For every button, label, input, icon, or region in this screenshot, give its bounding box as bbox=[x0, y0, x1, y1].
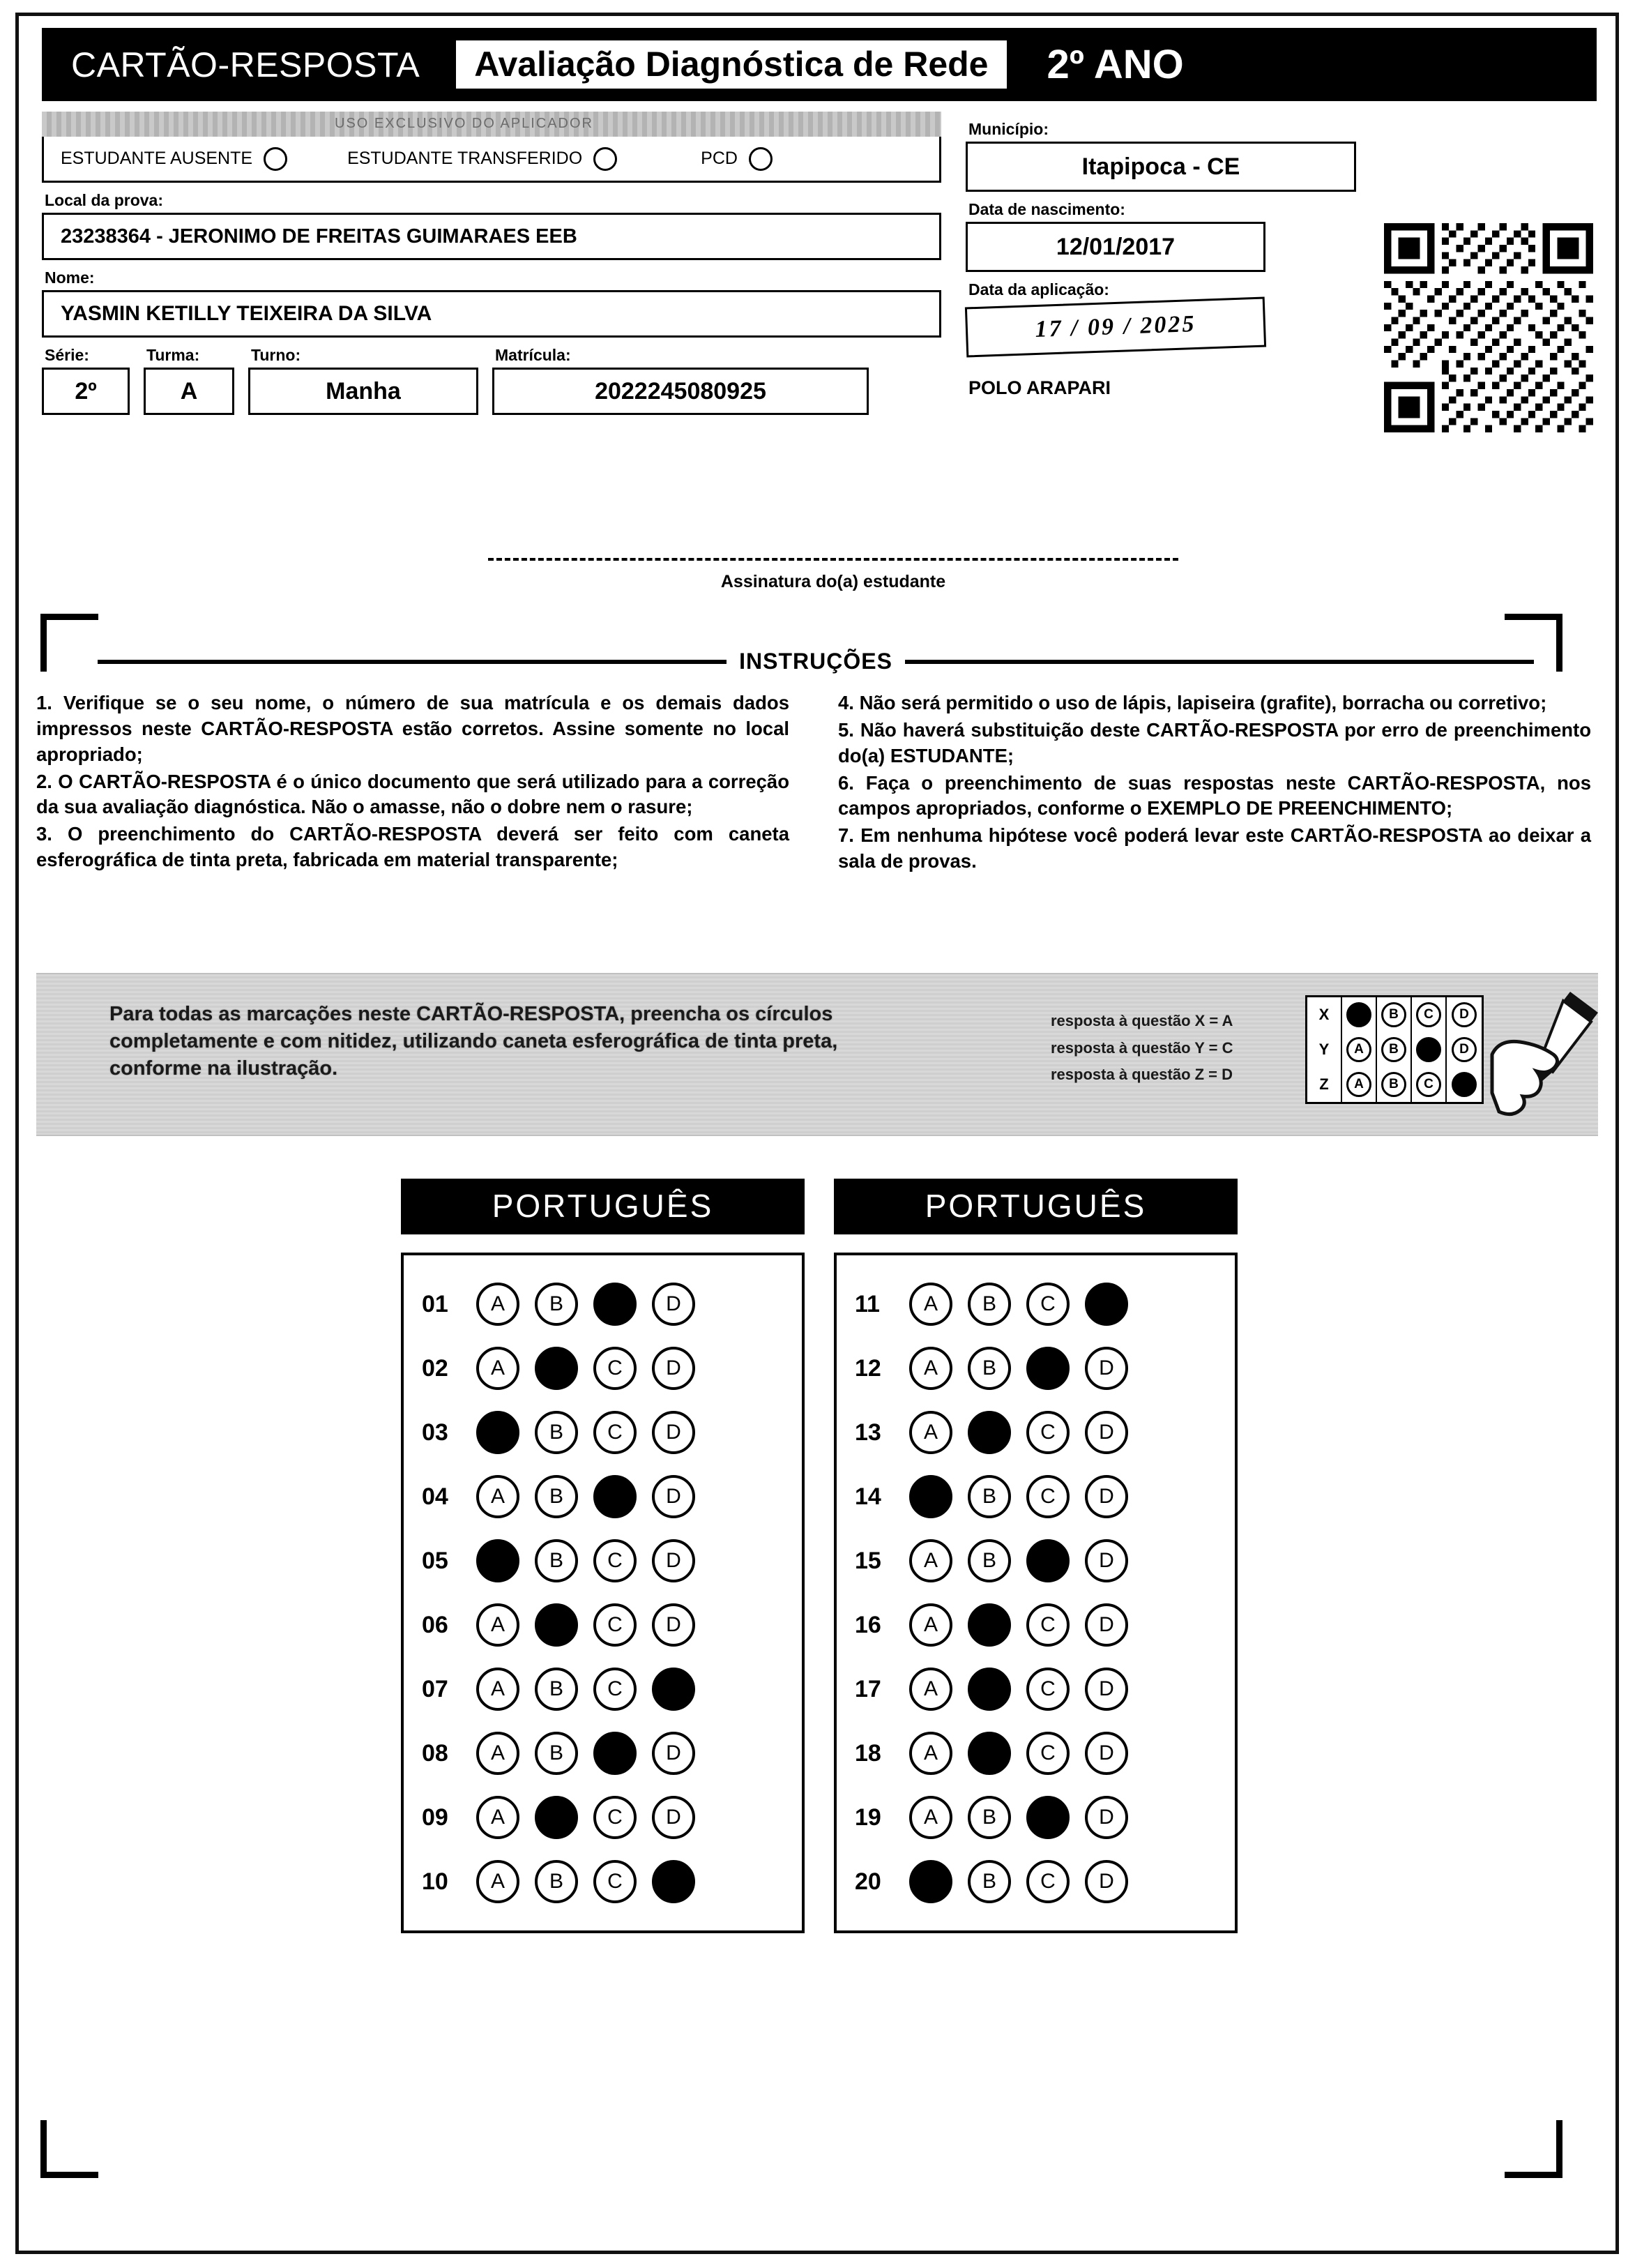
bubble-grid-1 bbox=[401, 1253, 805, 1933]
serie-field: 2º bbox=[42, 368, 130, 415]
matricula-group bbox=[492, 338, 869, 415]
option-c[interactable]: C bbox=[1026, 1347, 1070, 1390]
example-bubble-b: B bbox=[1381, 1002, 1406, 1027]
question-number: 04 bbox=[422, 1483, 448, 1510]
header-bar bbox=[42, 28, 1597, 101]
birthdate-field: 12/01/2017 bbox=[966, 222, 1265, 272]
question-number: 09 bbox=[422, 1804, 448, 1831]
example-option bbox=[1412, 1032, 1447, 1067]
question-row bbox=[418, 1529, 788, 1593]
question-row bbox=[851, 1850, 1221, 1914]
instructions-body bbox=[36, 690, 1605, 876]
subject-title-2: PORTUGUÊS bbox=[834, 1179, 1238, 1234]
question-number: 12 bbox=[855, 1354, 881, 1382]
question-row bbox=[418, 1721, 788, 1785]
option-a[interactable]: A bbox=[476, 1475, 519, 1518]
question-row bbox=[851, 1721, 1221, 1785]
turma-label: Turma: bbox=[146, 346, 200, 364]
status-pcd-bubble[interactable] bbox=[749, 147, 773, 171]
example-bubble-a: A bbox=[1346, 1002, 1371, 1027]
example-row bbox=[1307, 997, 1482, 1032]
option-a[interactable]: A bbox=[476, 1732, 519, 1775]
signature-label: Assinatura do(a) estudante bbox=[720, 572, 946, 591]
option-a[interactable]: A bbox=[909, 1475, 952, 1518]
option-b[interactable]: B bbox=[968, 1475, 1011, 1518]
question-row bbox=[418, 1465, 788, 1529]
option-c[interactable]: C bbox=[1026, 1668, 1070, 1711]
option-d[interactable]: D bbox=[652, 1796, 695, 1839]
status-pcd[interactable] bbox=[701, 147, 773, 171]
example-bubble-d: D bbox=[1452, 1072, 1477, 1097]
instructions-header bbox=[98, 649, 1534, 674]
question-row bbox=[418, 1657, 788, 1721]
question-number: 03 bbox=[422, 1419, 448, 1446]
option-b[interactable]: B bbox=[968, 1539, 1011, 1582]
option-d[interactable]: D bbox=[652, 1603, 695, 1647]
option-d[interactable]: D bbox=[652, 1539, 695, 1582]
instruction-item: 7. Em nenhuma hipótese você poderá levar este CARTÃO-RESPOSTA ao deixar a sala de provas. bbox=[838, 824, 1591, 872]
question-number: 01 bbox=[422, 1290, 448, 1317]
turno-group bbox=[248, 338, 478, 415]
status-transferred[interactable] bbox=[347, 147, 617, 171]
question-number: 15 bbox=[855, 1547, 881, 1574]
instructions-column-left bbox=[36, 690, 789, 876]
example-option bbox=[1377, 1067, 1412, 1102]
example-option bbox=[1377, 1032, 1412, 1067]
polo-label: POLO ARAPARI bbox=[968, 377, 1111, 398]
option-a[interactable]: A bbox=[476, 1411, 519, 1454]
option-c[interactable]: C bbox=[593, 1860, 637, 1903]
option-b[interactable]: B bbox=[535, 1603, 578, 1647]
option-a[interactable]: A bbox=[909, 1732, 952, 1775]
option-b[interactable]: B bbox=[535, 1283, 578, 1326]
question-row bbox=[851, 1465, 1221, 1529]
option-b[interactable]: B bbox=[535, 1539, 578, 1582]
birthdate-label: Data de nascimento: bbox=[968, 200, 1125, 218]
question-number: 16 bbox=[855, 1611, 881, 1638]
option-b[interactable]: B bbox=[968, 1796, 1011, 1839]
option-d[interactable]: D bbox=[652, 1732, 695, 1775]
option-d[interactable]: D bbox=[652, 1475, 695, 1518]
applicator-use-label: USO EXCLUSIVO DO APLICADOR bbox=[335, 116, 593, 131]
identification-block bbox=[42, 112, 941, 415]
option-d[interactable]: D bbox=[1085, 1732, 1128, 1775]
option-b[interactable]: B bbox=[535, 1668, 578, 1711]
option-a[interactable]: A bbox=[909, 1411, 952, 1454]
option-b[interactable]: B bbox=[535, 1860, 578, 1903]
question-number: 08 bbox=[422, 1739, 448, 1767]
example-row-label: X bbox=[1307, 997, 1342, 1032]
filling-example-band bbox=[36, 973, 1598, 1136]
example-bubble-c: C bbox=[1416, 1072, 1441, 1097]
filling-example-grid bbox=[1305, 995, 1484, 1104]
option-c[interactable]: C bbox=[1026, 1796, 1070, 1839]
option-a[interactable]: A bbox=[476, 1283, 519, 1326]
question-number: 06 bbox=[422, 1611, 448, 1638]
instruction-item: 5. Não haverá substituição deste CARTÃO-RESPOSTA por erro de preenchimento do(a) ESTUDANTE; bbox=[838, 718, 1591, 766]
student-status-row bbox=[42, 137, 941, 183]
example-row bbox=[1307, 1067, 1482, 1102]
option-b[interactable]: B bbox=[968, 1283, 1011, 1326]
option-c[interactable]: C bbox=[1026, 1475, 1070, 1518]
example-bubble-a: A bbox=[1346, 1072, 1371, 1097]
option-d[interactable]: D bbox=[652, 1860, 695, 1903]
option-a[interactable]: A bbox=[476, 1347, 519, 1390]
question-row bbox=[418, 1336, 788, 1400]
option-c[interactable]: C bbox=[1026, 1732, 1070, 1775]
registration-mark-bottom-left bbox=[40, 2120, 98, 2178]
status-absent[interactable] bbox=[61, 147, 287, 171]
option-d[interactable]: D bbox=[1085, 1283, 1128, 1326]
option-b[interactable]: B bbox=[535, 1732, 578, 1775]
example-option bbox=[1377, 997, 1412, 1032]
question-number: 07 bbox=[422, 1675, 448, 1702]
example-bubble-c: C bbox=[1416, 1037, 1441, 1062]
option-d[interactable]: D bbox=[652, 1668, 695, 1711]
example-option bbox=[1412, 1067, 1447, 1102]
turno-field: Manha bbox=[248, 368, 478, 415]
header-grade: 2º ANO bbox=[1047, 42, 1184, 87]
instructions-title: INSTRUÇÕES bbox=[739, 649, 892, 674]
example-bubble-d: D bbox=[1452, 1037, 1477, 1062]
instructions-rule-right bbox=[905, 660, 1534, 664]
option-d[interactable]: D bbox=[1085, 1347, 1128, 1390]
option-a[interactable]: A bbox=[909, 1539, 952, 1582]
option-b[interactable]: B bbox=[535, 1411, 578, 1454]
example-option bbox=[1447, 1032, 1482, 1067]
example-option bbox=[1412, 997, 1447, 1032]
instruction-item: 2. O CARTÃO-RESPOSTA é o único documento que será utilizado para a correção da sua avaliação diagnóstica. Não o amasse, não o dobre nem o rasure; bbox=[36, 770, 789, 818]
turma-group bbox=[144, 338, 234, 415]
turma-field: A bbox=[144, 368, 234, 415]
instruction-item: 6. Faça o preenchimento de suas respostas neste CARTÃO-RESPOSTA, nos campos apropriados, conforme o EXEMPLO DE PREENCHIMENTO; bbox=[838, 771, 1591, 819]
question-row bbox=[851, 1400, 1221, 1465]
application-date-field: 17 / 09 / 2025 bbox=[965, 297, 1266, 358]
registration-mark-bottom-right bbox=[1505, 2120, 1562, 2178]
local-label: Local da prova: bbox=[45, 191, 163, 209]
exam-meta-block bbox=[966, 112, 1356, 399]
option-a[interactable]: A bbox=[476, 1860, 519, 1903]
option-b[interactable]: B bbox=[968, 1347, 1011, 1390]
status-transferred-label: ESTUDANTE TRANSFERIDO bbox=[347, 149, 583, 168]
header-left-title: CARTÃO-RESPOSTA bbox=[71, 45, 420, 84]
option-c[interactable]: C bbox=[593, 1539, 637, 1582]
question-number: 18 bbox=[855, 1739, 881, 1767]
legend-line: resposta à questão Y = C bbox=[1051, 1038, 1233, 1057]
answer-column-1 bbox=[401, 1179, 805, 1933]
option-a[interactable]: A bbox=[909, 1796, 952, 1839]
legend-line: resposta à questão X = A bbox=[1051, 1012, 1233, 1029]
hand-with-pen-icon bbox=[1486, 988, 1605, 1121]
bubble-grid-2 bbox=[834, 1253, 1238, 1933]
option-d[interactable]: D bbox=[1085, 1475, 1128, 1518]
example-bubble-a: A bbox=[1346, 1037, 1371, 1062]
option-d[interactable]: D bbox=[652, 1411, 695, 1454]
status-pcd-label: PCD bbox=[701, 149, 738, 168]
question-number: 20 bbox=[855, 1868, 881, 1895]
filling-example-legend bbox=[1051, 1008, 1233, 1089]
example-bubble-b: B bbox=[1381, 1072, 1406, 1097]
option-d[interactable]: D bbox=[1085, 1539, 1128, 1582]
option-a[interactable]: A bbox=[909, 1603, 952, 1647]
example-row-label: Y bbox=[1307, 1032, 1342, 1067]
signature-area bbox=[488, 558, 1178, 592]
option-a[interactable]: A bbox=[909, 1668, 952, 1711]
option-d[interactable]: D bbox=[652, 1283, 695, 1326]
option-d[interactable]: D bbox=[1085, 1411, 1128, 1454]
option-b[interactable]: B bbox=[968, 1668, 1011, 1711]
registration-mark-top-left bbox=[40, 614, 98, 672]
example-bubble-d: D bbox=[1452, 1002, 1477, 1027]
option-c[interactable]: C bbox=[593, 1411, 637, 1454]
example-option bbox=[1342, 997, 1377, 1032]
instructions-column-right bbox=[838, 690, 1591, 876]
application-date-label: Data da aplicação: bbox=[968, 280, 1109, 298]
option-c[interactable]: C bbox=[593, 1347, 637, 1390]
instruction-item: 4. Não será permitido o uso de lápis, lapiseira (grafite), borracha ou corretivo; bbox=[838, 692, 1547, 713]
serie-group bbox=[42, 338, 130, 415]
example-option bbox=[1447, 1067, 1482, 1102]
question-number: 13 bbox=[855, 1419, 881, 1446]
option-b[interactable]: B bbox=[535, 1475, 578, 1518]
question-number: 14 bbox=[855, 1483, 881, 1510]
option-c[interactable]: C bbox=[1026, 1283, 1070, 1326]
question-row bbox=[851, 1785, 1221, 1850]
class-info-row bbox=[42, 338, 941, 415]
example-option bbox=[1342, 1032, 1377, 1067]
turno-label: Turno: bbox=[251, 346, 301, 364]
option-c[interactable]: C bbox=[593, 1668, 637, 1711]
question-row bbox=[418, 1400, 788, 1465]
option-b[interactable]: B bbox=[968, 1411, 1011, 1454]
question-row bbox=[418, 1593, 788, 1657]
signature-line[interactable] bbox=[488, 558, 1178, 561]
question-row bbox=[851, 1593, 1221, 1657]
option-c[interactable]: C bbox=[1026, 1539, 1070, 1582]
option-b[interactable]: B bbox=[535, 1796, 578, 1839]
option-a[interactable]: A bbox=[476, 1539, 519, 1582]
option-c[interactable]: C bbox=[593, 1283, 637, 1326]
example-option bbox=[1342, 1067, 1377, 1102]
municipio-field: Itapipoca - CE bbox=[966, 142, 1356, 192]
option-a[interactable]: A bbox=[909, 1283, 952, 1326]
instructions-rule-left bbox=[98, 660, 727, 664]
option-a[interactable]: A bbox=[909, 1860, 952, 1903]
option-c[interactable]: C bbox=[593, 1796, 637, 1839]
question-row bbox=[418, 1850, 788, 1914]
question-number: 10 bbox=[422, 1868, 448, 1895]
instruction-item: 3. O preenchimento do CARTÃO-RESPOSTA deverá ser feito com caneta esferográfica de tinta preta, fabricada em material transparente; bbox=[36, 823, 789, 871]
option-a[interactable]: A bbox=[476, 1603, 519, 1647]
qr-code bbox=[1384, 223, 1593, 432]
applicator-use-bar bbox=[42, 112, 941, 137]
option-b[interactable]: B bbox=[535, 1347, 578, 1390]
example-bubble-b: B bbox=[1381, 1037, 1406, 1062]
municipio-label: Município: bbox=[968, 120, 1049, 138]
filling-example-text: Para todas as marcações neste CARTÃO-RESPOSTA, preencha os círculos completamente e com nitidez, utilizando caneta esferográfica de tinta preta, conforme na ilustração. bbox=[109, 1003, 838, 1080]
serie-label: Série: bbox=[45, 346, 89, 364]
option-a[interactable]: A bbox=[476, 1668, 519, 1711]
example-row bbox=[1307, 1032, 1482, 1067]
example-option bbox=[1447, 997, 1482, 1032]
option-d[interactable]: D bbox=[1085, 1668, 1128, 1711]
option-c[interactable]: C bbox=[593, 1603, 637, 1647]
option-d[interactable]: D bbox=[1085, 1603, 1128, 1647]
question-number: 19 bbox=[855, 1804, 881, 1831]
question-row bbox=[851, 1336, 1221, 1400]
option-a[interactable]: A bbox=[476, 1796, 519, 1839]
option-c[interactable]: C bbox=[1026, 1411, 1070, 1454]
example-bubble-c: C bbox=[1416, 1002, 1441, 1027]
question-number: 02 bbox=[422, 1354, 448, 1382]
question-row bbox=[851, 1529, 1221, 1593]
name-field: YASMIN KETILLY TEIXEIRA DA SILVA bbox=[42, 290, 941, 338]
local-field: 23238364 - JERONIMO DE FREITAS GUIMARAES EEB bbox=[42, 213, 941, 260]
status-absent-bubble[interactable] bbox=[264, 147, 287, 171]
answer-column-2 bbox=[834, 1179, 1238, 1933]
option-d[interactable]: D bbox=[1085, 1860, 1128, 1903]
question-row bbox=[418, 1785, 788, 1850]
option-a[interactable]: A bbox=[909, 1347, 952, 1390]
answer-sheet bbox=[401, 1179, 1238, 1933]
name-label: Nome: bbox=[45, 269, 95, 287]
instruction-item: 1. Verifique se o seu nome, o número de sua matrícula e os demais dados impressos neste CARTÃO-RESPOSTA estão corretos. Assine somente no local apropriado; bbox=[36, 692, 789, 765]
status-transferred-bubble[interactable] bbox=[593, 147, 617, 171]
example-row-label: Z bbox=[1307, 1067, 1342, 1102]
legend-line: resposta à questão Z = D bbox=[1051, 1066, 1233, 1083]
question-number: 11 bbox=[855, 1290, 880, 1317]
question-row bbox=[418, 1272, 788, 1336]
matricula-field: 2022245080925 bbox=[492, 368, 869, 415]
option-d[interactable]: D bbox=[1085, 1796, 1128, 1839]
option-c[interactable]: C bbox=[1026, 1860, 1070, 1903]
status-absent-label: ESTUDANTE AUSENTE bbox=[61, 149, 253, 168]
matricula-label: Matrícula: bbox=[495, 346, 571, 364]
option-d[interactable]: D bbox=[652, 1347, 695, 1390]
question-row bbox=[851, 1657, 1221, 1721]
option-c[interactable]: C bbox=[593, 1732, 637, 1775]
option-b[interactable]: B bbox=[968, 1860, 1011, 1903]
question-row bbox=[851, 1272, 1221, 1336]
option-b[interactable]: B bbox=[968, 1603, 1011, 1647]
option-b[interactable]: B bbox=[968, 1732, 1011, 1775]
question-number: 05 bbox=[422, 1547, 448, 1574]
option-c[interactable]: C bbox=[1026, 1603, 1070, 1647]
subject-title-1: PORTUGUÊS bbox=[401, 1179, 805, 1234]
question-number: 17 bbox=[855, 1675, 881, 1702]
option-c[interactable]: C bbox=[593, 1475, 637, 1518]
header-exam-title: Avaliação Diagnóstica de Rede bbox=[456, 40, 1006, 89]
